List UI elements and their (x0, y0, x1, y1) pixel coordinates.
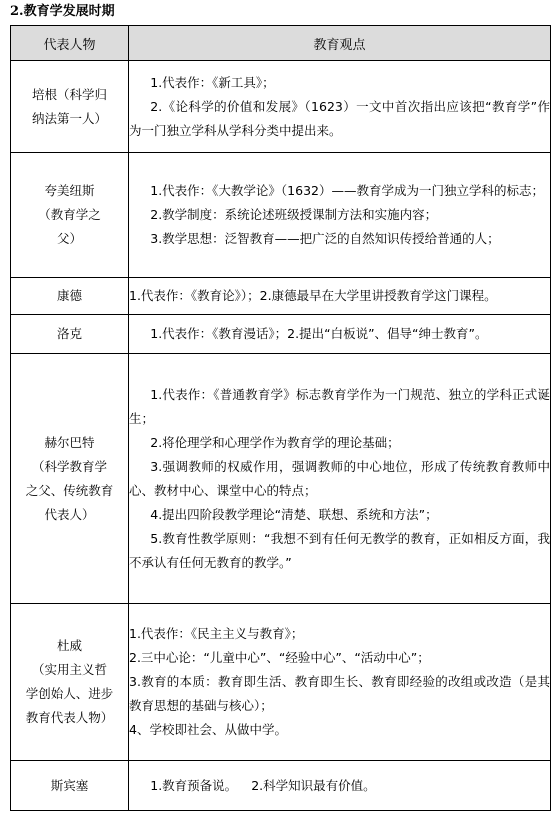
person-cell (11, 153, 129, 278)
person-name-line: 斯宾塞 (50, 777, 89, 793)
person-name-line: 洛克 (56, 326, 82, 341)
person-name-line: 夸美纽斯 (44, 183, 95, 198)
table-row-herbart (11, 354, 551, 604)
person-cell (11, 761, 129, 811)
view-item: 1.代表作：《教育论》）；2.康德最早在大学里讲授教育学这门课程。 (129, 288, 497, 303)
views-cell (129, 604, 551, 761)
person-name-line: 纳法第一人） (31, 110, 107, 126)
header-person: 代表人物 (11, 26, 129, 61)
view-item: 1.代表作：《教育漫话》；2.提出“白板说”、倡导“绅士教育”。 (150, 326, 488, 341)
views-cell (129, 315, 551, 354)
view-item (129, 774, 550, 798)
table-row-bacon (11, 61, 551, 153)
views-cell (129, 153, 551, 278)
person-cell (11, 604, 129, 761)
person-cell (11, 315, 129, 354)
table-row-dewey (11, 604, 551, 761)
header-views: 教育观点 (129, 26, 551, 61)
view-item: 1.代表作：《普通教育学》标志教育学作为一门规范、独立的学科正式诞生； (129, 386, 550, 426)
view-item: 2.教学制度：系统论述班级授课制方法和实施内容； (150, 207, 438, 222)
view-item-part: 1.教育预备说。 (150, 777, 238, 793)
view-item: 1.代表作：《大教学论》（1632）——教育学成为一门独立学科的标志； (150, 183, 544, 198)
person-name-line: 教育代表人物） (25, 710, 114, 725)
person-name-line: （科学教育学 (31, 458, 107, 474)
person-name-line: （教育学之 (38, 207, 101, 222)
view-item: 3.教育的本质：教育即生活、教育即生长、教育即经验的改组或改造（是其教育思想的基础与核心）； (129, 674, 550, 713)
view-item: 3.强调教师的权威作用，强调教师的中心地位，形成了传统教育教师中心、教材中心、课堂中心的特点； (129, 458, 550, 498)
view-item: 1.代表作：《新工具》； (150, 74, 275, 90)
view-item: 5.教育性教学原则：“我想不到有任何无教学的教育，正如相反方面，我不承认有任何无教育的教学。” (129, 530, 550, 570)
table-row-locke (11, 315, 551, 354)
table-row-comenius (11, 153, 551, 278)
views-cell (129, 354, 551, 604)
views-cell (129, 278, 551, 315)
person-name-line: 学创始人、进步 (25, 686, 114, 701)
education-history-table (10, 25, 551, 811)
person-name-line: 代表人） (44, 506, 95, 522)
person-name-line: 父） (56, 231, 82, 246)
view-item: 2.三中心论：“儿童中心”、“经验中心”、“活动中心”； (129, 650, 430, 665)
person-name-line: 杜威 (56, 638, 82, 653)
table-header-row (11, 26, 551, 61)
document-title: 2.教育学发展时期 (10, 4, 115, 19)
view-item: 1.代表作：《民主主义与教育》； (129, 626, 304, 641)
person-name-line: 赫尔巴特 (44, 434, 95, 450)
person-name-line: （实用主义哲 (31, 662, 107, 677)
views-cell (129, 61, 551, 153)
view-item: 4.提出四阶段教学理论“清楚、联想、系统和方法”； (150, 506, 438, 522)
table-row-kant (11, 278, 551, 315)
view-item: 4、学校即社会、从做中学。 (129, 722, 287, 737)
views-cell (129, 761, 551, 811)
person-cell (11, 61, 129, 153)
view-item: 2.将伦理学和心理学作为教育学的理论基础； (150, 434, 400, 450)
view-item: 2.《论科学的价值和发展》（1623）一文中首次指出应该把“教育学”作为一门独立学科从学科分类中提出来。 (129, 98, 550, 138)
table-row-spencer (11, 761, 551, 811)
person-cell (11, 354, 129, 604)
person-name-line: 康德 (56, 288, 82, 303)
person-name-line: 培根（科学归 (31, 86, 107, 102)
view-item-part: 2.科学知识最有价值。 (251, 777, 376, 793)
person-name-line: 之父、传统教育 (25, 482, 114, 498)
view-item: 3.教学思想：泛智教育——把广泛的自然知识传授给普通的人； (150, 231, 500, 246)
person-cell (11, 278, 129, 315)
